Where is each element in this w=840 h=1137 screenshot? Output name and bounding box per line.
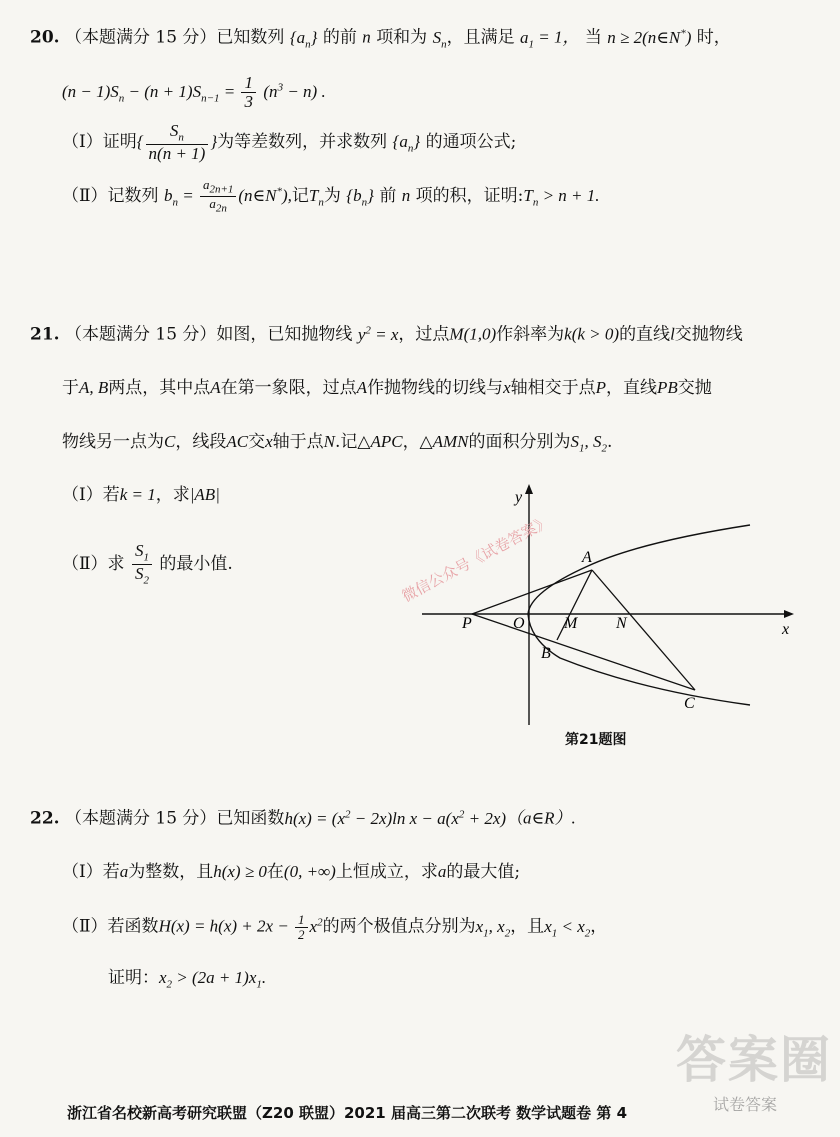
watermark: 微信公众号《试卷答案》 (398, 512, 554, 606)
q21-part-2: （Ⅱ）求 $\frac{S_1}{S_2}$ 的最小值. (62, 541, 233, 587)
q20-number: 20. (30, 27, 60, 48)
site-logo: 答案圈 (676, 1031, 832, 1089)
q21-number: 21. (30, 324, 60, 345)
q22-part-1: （Ⅰ）若a为整数，且h(x) ≥ 0在(0, +∞)上恒成立，求a的最大值; (62, 862, 521, 882)
q21-line-1: 21. （本题满分 15 分）如图，已知抛物线 $y^2 = x$，过点M(1,0)作斜率为k(k > 0)的直线l交抛物线 (30, 324, 743, 345)
q21-figure (410, 480, 800, 770)
q21-line-3: 物线另一点为C，线段AC交x轴于点N.记△APC，△AMN的面积分别为$S_1$, $S_2$. (62, 432, 613, 455)
q20-part-1: （Ⅰ）证明{ $\frac{S_n}{n(n + 1)}$ }为等差数列，并求数列 $\{a_n\}$ 的通项公式; (62, 121, 517, 163)
x-axis-arrow (784, 610, 794, 618)
q22-number: 22. (30, 808, 60, 829)
q20-part-2: （Ⅱ）记数列 $b_n$ = $\frac{a_{2n+1}}{a_{2n}}$ (n∈N*),记$T_n$为 $\{b_n\}$ 前 n 项的积，证明$:T_n > n + 1$. (62, 177, 600, 215)
label-B: B (541, 645, 551, 662)
q21-line-2: 于A, B两点，其中点A在第一象限，过点A作抛物线的切线与x轴相交于点P，直线PB交抛 (62, 378, 712, 398)
q20-line-1: 20. （本题满分 15 分）已知数列 $\{a_n\}$ 的前 n 项和为 $S_n$，且满足 $a_1 = 1$， 当 n ≥ 2(n∈N*) 时， (30, 27, 731, 51)
label-M: M (564, 615, 578, 632)
figure-caption: 第21题图 (565, 732, 627, 748)
y-axis-arrow (525, 484, 533, 494)
page-footer: 浙江省名校新高考研究联盟（Z20 联盟）2021 届高三第二次联考 数学试题卷 第 4 (67, 1104, 628, 1122)
label-x: x (782, 621, 790, 638)
q22-part-2: （Ⅱ）若函数H(x) = h(x) + 2x − $\frac{1}{2}$ $x^2$的两个极值点分别为$x_1$, $x_2$，且$x_1 < x_2$， (62, 912, 608, 942)
label-C: C (684, 695, 695, 712)
q22-line-1: 22. （本题满分 15 分）已知函数$h(x) = (x^2 - 2x)\ln$ $x - a(x^2$ + 2x)（a∈R）. (30, 808, 576, 829)
label-P: P (462, 615, 472, 632)
q22-proof: 证明：$x_2 > (2a + 1)x_1$. (108, 968, 267, 991)
label-O: O (513, 615, 525, 632)
label-y: y (515, 489, 523, 506)
q20-equation: $(n - 1)S_n - (n + 1)S_{n-1}$ = $\frac{1}{3}$ $(n^3 - n)$ . (62, 73, 326, 111)
q21-part-1: （Ⅰ）若k = 1，求|AB| (62, 485, 220, 505)
label-N: N (616, 615, 627, 632)
site-logo-sub: 试卷答案 (713, 1095, 778, 1114)
parabola-curve (528, 525, 750, 705)
label-A: A (582, 549, 592, 566)
